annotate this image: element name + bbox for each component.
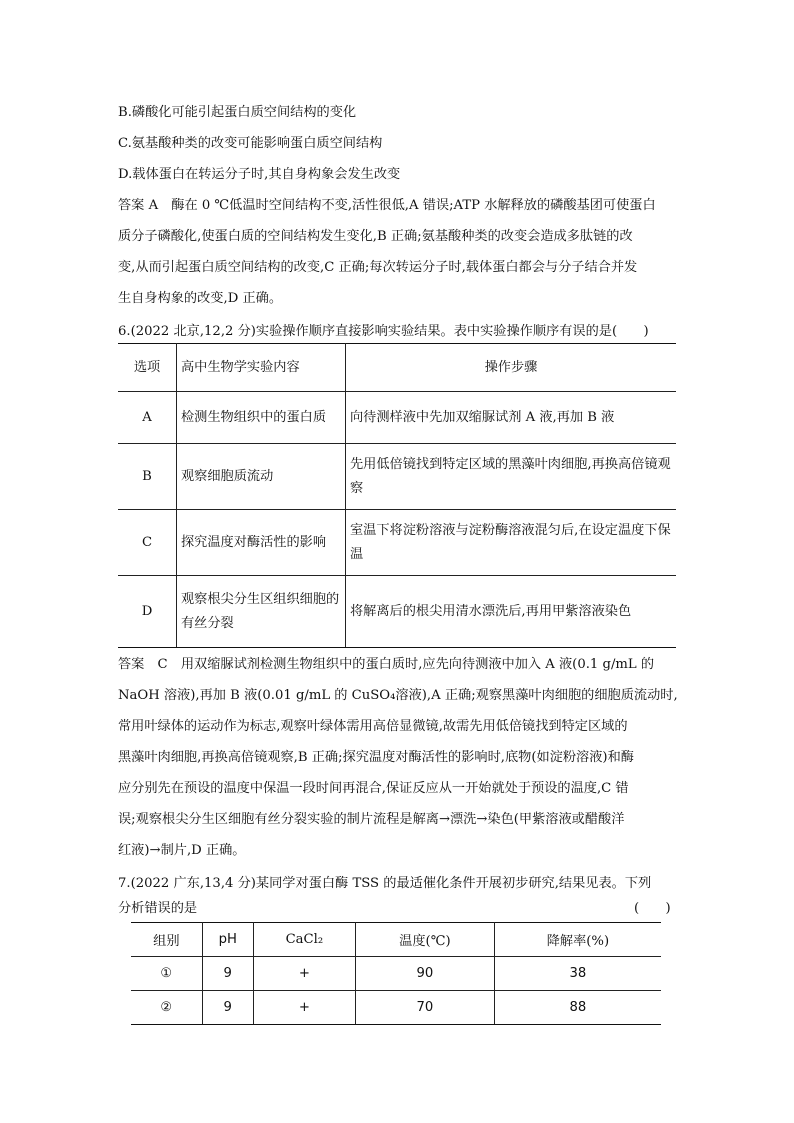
header-content: 高中生物学实验内容 xyxy=(177,344,346,392)
question7-table xyxy=(131,922,661,1025)
row-c-option: C xyxy=(118,510,177,576)
cell-cacl2: + xyxy=(253,957,355,991)
option-c: C.氨基酸种类的改变可能影响蛋白质空间结构 xyxy=(118,136,383,151)
cell-ph: 9 xyxy=(202,991,253,1025)
cell-cacl2: + xyxy=(253,991,355,1025)
answer6-line-5: 应分别先在预设的温度中保温一段时间再混合,保证反应从一开始就处于预设的温度,C 错 xyxy=(118,781,629,796)
cell-degradation-rate: 38 xyxy=(494,957,661,991)
row-b-steps: 先用低倍镜找到特定区域的黑藻叶肉细胞,再换高倍镜观察 xyxy=(346,444,677,510)
row-b-content: 观察细胞质流动 xyxy=(177,444,346,510)
table-header-row xyxy=(118,344,676,392)
cell-temperature: 70 xyxy=(355,991,494,1025)
row-b-option: B xyxy=(118,444,177,510)
table-row xyxy=(118,444,676,510)
option-b: B.磷酸化可能引起蛋白质空间结构的变化 xyxy=(118,105,357,120)
answer6-line-4: 黑藻叶肉细胞,再换高倍镜观察,B 正确;探究温度对酶活性的影响时,底物(如淀粉溶液)和酶 xyxy=(118,750,634,765)
answer-bracket: ( ) xyxy=(634,901,671,916)
question7-stem-line-1: 7.(2022 广东,13,4 分)某同学对蛋白酶 TSS 的最适催化条件开展初步研究,结果见表。下列 xyxy=(118,876,652,891)
table-row xyxy=(131,957,661,991)
header-steps: 操作步骤 xyxy=(346,344,677,392)
cell-group: ① xyxy=(131,957,202,991)
row-c-steps: 室温下将淀粉溶液与淀粉酶溶液混匀后,在设定温度下保温 xyxy=(346,510,677,576)
table-row xyxy=(118,392,676,444)
answer5-line-3: 变,从而引起蛋白质空间结构的改变,C 正确;每次转运分子时,载体蛋白都会与分子结合并发 xyxy=(118,260,638,275)
answer6-line-2: NaOH 溶液),再加 B 液(0.01 g/mL 的 CuSO₄溶液),A 正确;观察黑藻叶肉细胞的细胞质流动时, xyxy=(118,688,678,703)
question6-table xyxy=(118,343,676,648)
answer5-line-4: 生自身构象的改变,D 正确。 xyxy=(118,291,283,306)
row-a-content: 检测生物组织中的蛋白质 xyxy=(177,392,346,444)
row-d-content: 观察根尖分生区组织细胞的有丝分裂 xyxy=(177,576,346,648)
header-group: 组别 xyxy=(131,923,202,957)
row-a-steps: 向待测样液中先加双缩脲试剂 A 液,再加 B 液 xyxy=(346,392,677,444)
table-row xyxy=(118,510,676,576)
question6-stem: 6.(2022 北京,12,2 分)实验操作顺序直接影响实验结果。表中实验操作顺序有误的是( ) xyxy=(118,324,649,339)
header-cacl2: CaCl₂ xyxy=(253,923,355,957)
cell-temperature: 90 xyxy=(355,957,494,991)
cell-group: ② xyxy=(131,991,202,1025)
answer5-line-1: 答案 A 酶在 0 ℃低温时空间结构不变,活性很低,A 错误;ATP 水解释放的磷酸基团可使蛋白 xyxy=(118,198,656,213)
question7-stem-line-2: 分析错误的是 xyxy=(118,901,198,916)
table-row xyxy=(131,991,661,1025)
header-option: 选项 xyxy=(118,344,177,392)
row-c-content: 探究温度对酶活性的影响 xyxy=(177,510,346,576)
table-row xyxy=(118,576,676,648)
answer5-line-2: 质分子磷酸化,使蛋白质的空间结构发生变化,B 正确;氨基酸种类的改变会造成多肽链的改 xyxy=(118,229,633,244)
option-d: D.载体蛋白在转运分子时,其自身构象会发生改变 xyxy=(118,167,401,182)
answer6-line-1: 答案 C 用双缩脲试剂检测生物组织中的蛋白质时,应先向待测液中加入 A 液(0.1 g/mL 的 xyxy=(118,657,655,672)
answer6-line-6: 误;观察根尖分生区细胞有丝分裂实验的制片流程是解离→漂洗→染色(甲紫溶液或醋酸洋 xyxy=(118,812,625,827)
row-a-option: A xyxy=(118,392,177,444)
header-temperature: 温度(℃) xyxy=(355,923,494,957)
answer6-line-3: 常用叶绿体的运动作为标志,观察叶绿体需用高倍显微镜,故需先用低倍镜找到特定区域的 xyxy=(118,719,628,734)
header-ph: pH xyxy=(202,923,253,957)
answer6-line-7: 红液)→制片,D 正确。 xyxy=(118,843,246,858)
header-degradation-rate: 降解率(%) xyxy=(494,923,661,957)
row-d-option: D xyxy=(118,576,177,648)
cell-ph: 9 xyxy=(202,957,253,991)
cell-degradation-rate: 88 xyxy=(494,991,661,1025)
table-header-row xyxy=(131,923,661,957)
row-d-steps: 将解离后的根尖用清水漂洗后,再用甲紫溶液染色 xyxy=(346,576,677,648)
